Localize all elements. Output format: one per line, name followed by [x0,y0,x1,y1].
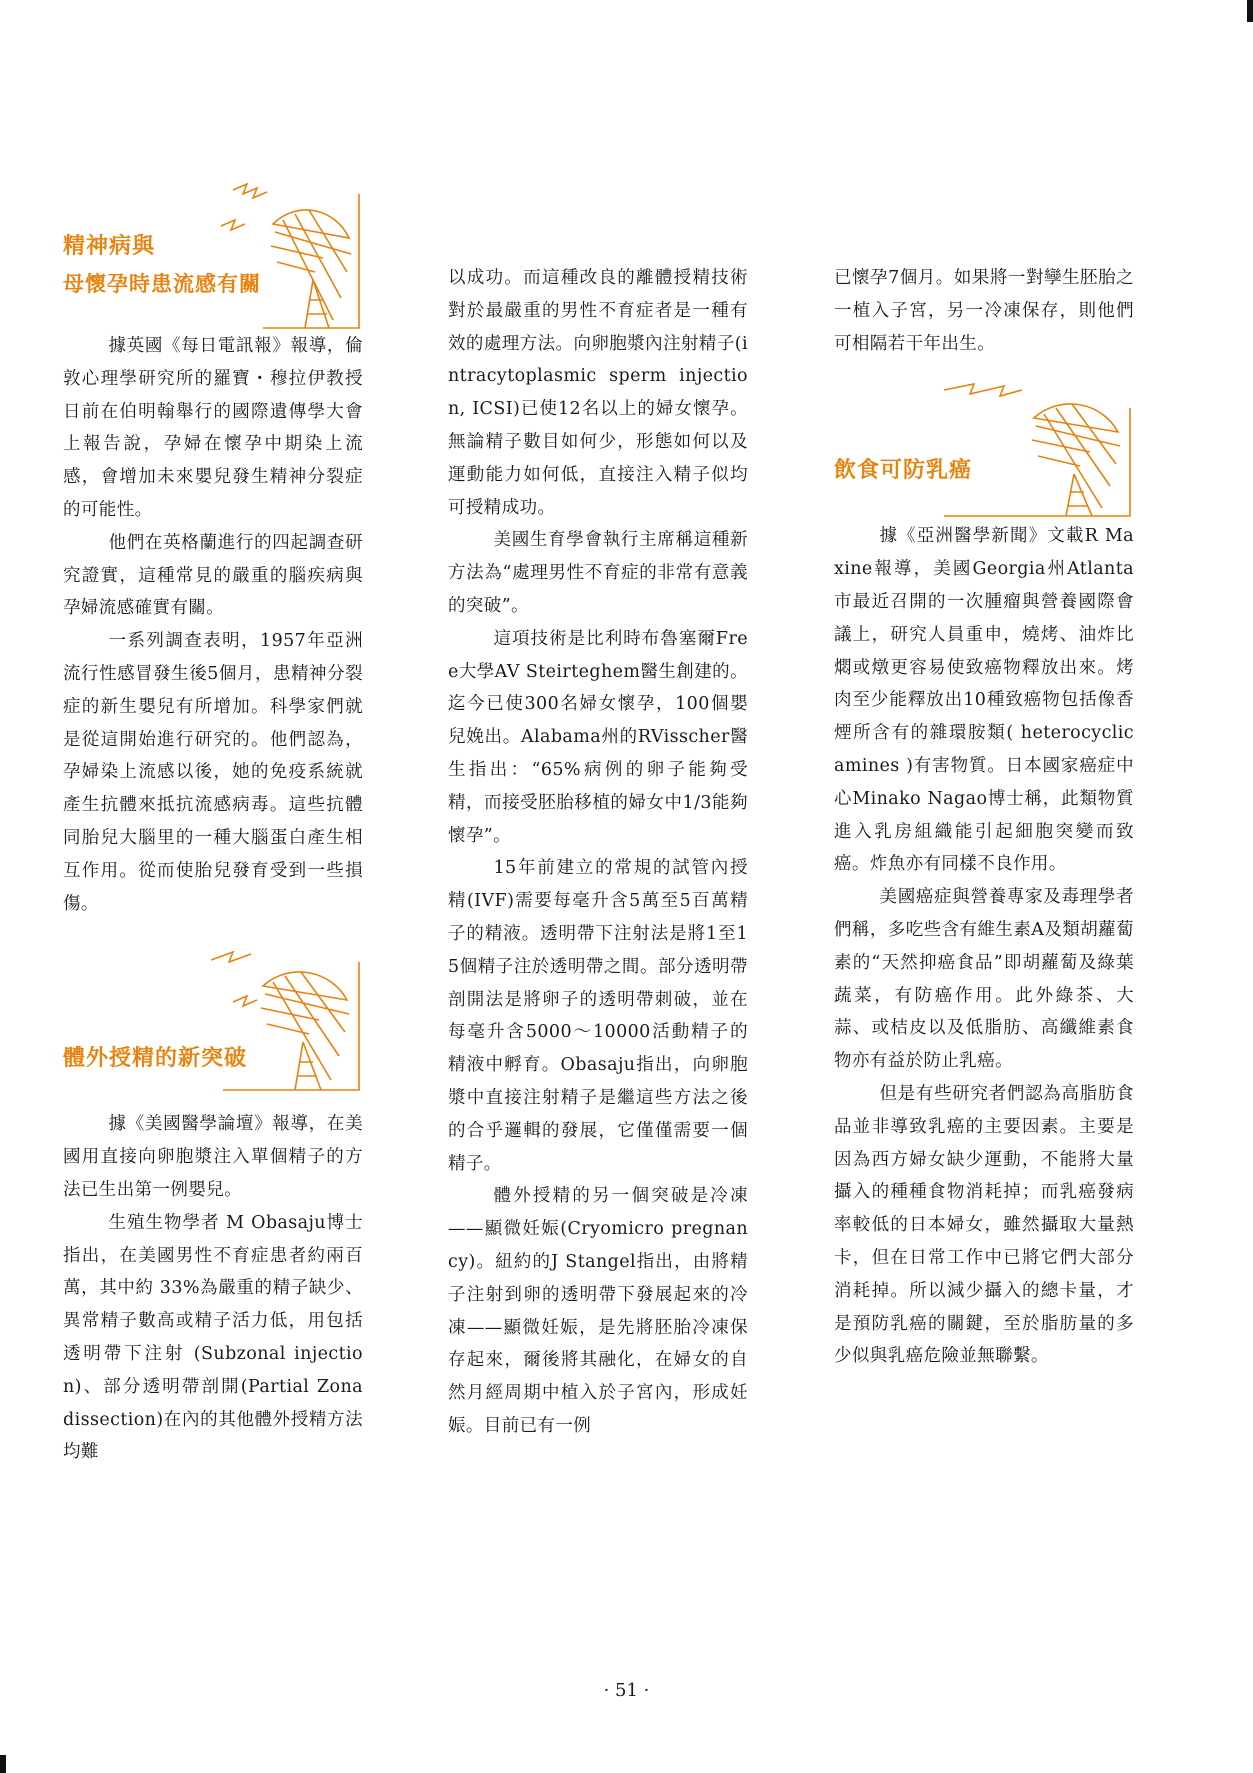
scan-edge-mark [0,1755,6,1773]
body-paragraph: 15年前建立的常規的試管內授精(IVF)需要每毫升含5萬至5百萬精子的精液。透明帶下注射法是將1至15個精子注於透明帶之間。部分透明帶剖開法是將卵子的透明帶刺破，並在每毫升含5000～10000活動精子的精液中孵育。Obasaju指出，向卵胞漿中直接注射精子是繼這些方法之後的合乎邏輯的發展，它僅僅需要一個精子。 [448,858,748,1174]
column-3 [834,262,1134,1373]
body-paragraph: 他們在英格蘭進行的四起調查研究證實，這種常見的嚴重的腦疾病與孕婦流感確實有關。 [63,532,363,619]
body-paragraph: 據《美國醫學論壇》報導，在美國用直接向卵胞漿注入單個精子的方法已生出第一例嬰兒。 [63,1114,363,1200]
section-header-breast-cancer [834,368,1134,520]
body-paragraph: 據英國《每日電訊報》報導，倫敦心理學研究所的羅寶・穆拉伊教授日前在伯明翰舉行的國際遺傳學大會上報告說，孕婦在懷孕中期染上流感，會增加未來嬰兒發生精神分裂症的可能性。 [63,336,363,520]
body-paragraph: 以成功。而這種改良的離體授精技術對於最嚴重的男性不育症者是一種有效的處理方法。向卵胞漿內注射精子(intracytoplasmic sperm injection, ICSI)已使12名以上的婦女懷孕。無論精子數目如何少，形態如何以及運動能力如何低，直接注入精子似均可授精成功。 [448,268,748,518]
body-paragraph: 已懷孕7個月。如果將一對孿生胚胎之一植入子宮，另一冷凍保存，則他們可相隔若干年出生。 [834,268,1134,354]
section-title: 飲食可防乳癌 [834,458,973,484]
body-paragraph: 這項技術是比利時布魯塞爾Free大學AV Steirteghem醫生創建的。迄今已使300名婦女懷孕，100個嬰兒娩出。Alabama州的RVisscher醫生指出：“65%病例的卵子能夠受精，而接受胚胎移植的婦女中1/3能夠懷孕”。 [448,628,748,846]
scan-edge-mark [1247,0,1253,22]
column-2 [448,262,748,1443]
body-paragraph: 一系列調查表明，1957年亞洲流行性感冒發生後5個月，患精神分裂症的新生嬰兒有所增加。科學家們就是從這開始進行研究的。他們認為，孕婦染上流感以後，她的免疫系統就產生抗體來抵抗流感病毒。這些抗體同胎兒大腦里的一種大腦蛋白產生相互作用。從而使胎兒發育受到一些損傷。 [63,631,363,914]
section-title-line1: 精神病與 [63,234,156,259]
antenna-icon [213,180,363,330]
section-title-line2: 母懷孕時患流感有關 [63,272,261,296]
body-paragraph: 據《亞洲醫學新聞》文載R Maxine報導，美國Georgia州Atlanta市最近召開的一次腫瘤與營養國際會議上，研究人員重申，燒烤、油炸比燜或燉更容易使致癌物釋放出來。烤肉至少能釋放出10種致癌物包括像香煙所含有的雜環胺類( heterocyclic amines )有害物質。日本國家癌症中心Minako Nagao博士稱，此類物質進入乳房組織能引起細胞突變而致癌。炸魚亦有同樣不良作用。 [834,526,1134,875]
antenna-icon [934,368,1134,518]
section-title: 體外授精的新突破 [63,1046,248,1072]
body-paragraph: 生殖生物學者 M Obasaju博士指出，在美國男性不育症患者約兩百萬，其中約 33%為嚴重的精子缺少、異常精子數高或精子活力低，用包括透明帶下注射 (Subzonal injection)、部分透明帶剖開(Partial Zona dissection)在內的其他體外授精方法均難 [63,1212,363,1463]
section-header-ivf [63,938,363,1108]
body-paragraph: 美國癌症與營養專家及毒理學者們稱，多吃些含有維生素A及類胡蘿蔔素的“天然抑癌食品”即胡蘿蔔及綠葉蔬菜，有防癌作用。此外綠茶、大蒜、或桔皮以及低脂肪、高纖維素食物亦有益於防止乳癌。 [834,887,1134,1072]
body-paragraph: 但是有些研究者們認為高脂肪食品並非導致乳癌的主要因素。主要是因為西方婦女缺少運動，不能將大量攝入的種種食物消耗掉；而乳癌發病率較低的日本婦女，雖然攝取大量熱卡，但在日常工作中已將它們大部分消耗掉。所以減少攝入的總卡量，才是預防乳癌的關鍵，至於脂肪量的多少似與乳癌危險並無聯繫。 [834,1083,1134,1367]
section-header-schizophrenia [63,180,363,330]
body-paragraph: 體外授精的另一個突破是冷凍——顯微妊娠(Cryomicro pregnancy)。紐約的J Stangel指出，由將精子注射到卵的透明帶下發展起來的冷凍——顯微妊娠，是先將胚胎冷凍保存起來，爾後將其融化，在婦女的自然月經周期中植入於子宮內，形成妊娠。目前已有一例 [448,1186,748,1436]
page-number: · 51 · [603,1680,650,1701]
body-paragraph: 美國生育學會執行主席稱這種新方法為“處理男性不育症的非常有意義的突破”。 [448,530,748,616]
column-1 [63,180,363,1469]
